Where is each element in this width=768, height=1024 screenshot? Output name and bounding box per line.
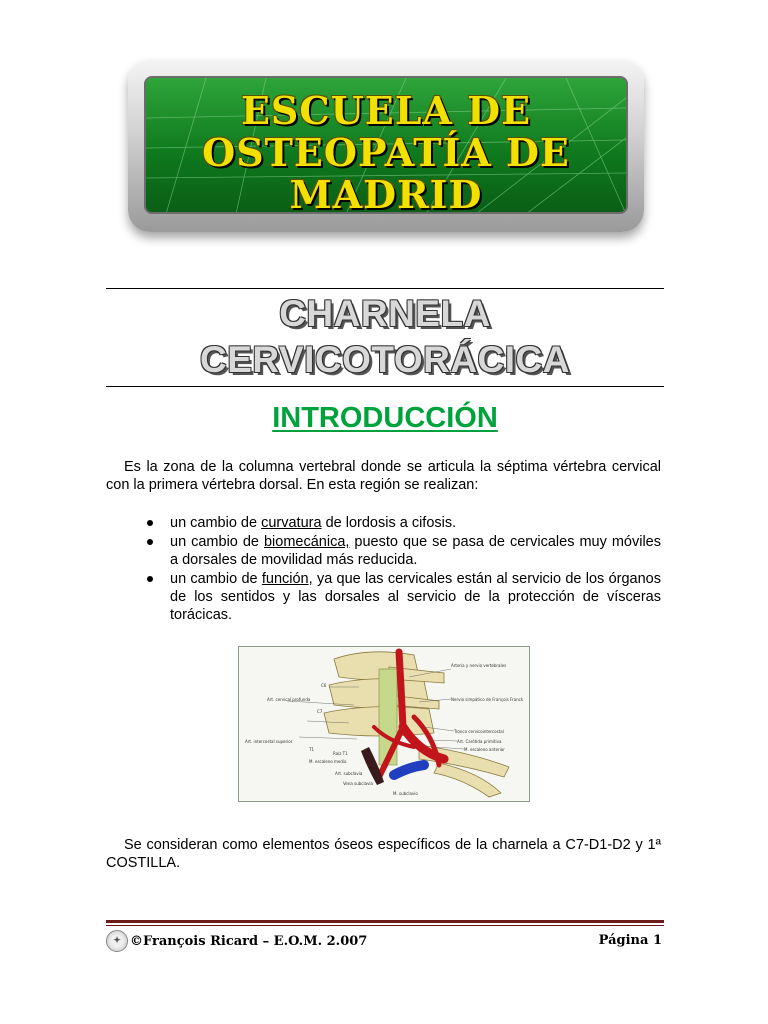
intro-paragraph <box>106 458 661 494</box>
bullet-text: un cambio de <box>170 534 264 550</box>
label-m-subclavio: M. subclavio <box>393 791 418 796</box>
title-top-rule <box>106 288 664 289</box>
anatomy-illustration <box>239 647 529 801</box>
banner-title <box>146 90 626 214</box>
label-raiz: Raíz T1 <box>333 751 348 756</box>
label-c7: C7 <box>317 709 323 714</box>
footer-rule-thin <box>106 925 664 926</box>
bullet-keyword: curvatura <box>261 515 322 531</box>
bullet-icon <box>147 520 153 526</box>
label-vena-subclavia: Vena subclavia <box>343 781 373 786</box>
document-title-line-1: CHARNELA <box>279 293 491 334</box>
banner-line-3: MADRID <box>289 172 483 214</box>
label-m-escaleno-medio: M. escaleno medio <box>309 759 347 764</box>
footer-author-text: ©François Ricard – E.O.M. 2.007 <box>130 933 368 949</box>
bullet-text: de lordosis a cifosis. <box>321 515 457 531</box>
bullet-text: puesto que se pasa de cervicales muy móviles a dorsales de movilidad más reducida. <box>170 534 661 568</box>
label-art-cervical: Art. cervical profunda <box>267 697 311 702</box>
list-item <box>106 514 661 532</box>
label-c6: C6 <box>321 683 327 688</box>
label-art-carotida: Art. Carótida primitiva <box>457 739 502 744</box>
bullet-text: un cambio de <box>170 571 262 587</box>
footer-rule-thick <box>106 920 664 923</box>
bullet-text: un cambio de <box>170 515 262 531</box>
list-item <box>106 533 661 569</box>
bullet-keyword: función, <box>261 571 313 587</box>
bullet-icon <box>147 539 153 545</box>
seal-icon: ✦ <box>106 930 128 952</box>
label-nervio-simpatico: Nervio simpático de François Franck <box>451 697 524 702</box>
title-bottom-rule <box>106 386 664 387</box>
banner-line-1: ESCUELA DE <box>240 88 532 133</box>
label-art-subclavia: Art. subclavia <box>335 771 363 776</box>
label-m-escaleno-anterior: M. escaleno anterior <box>464 747 505 752</box>
conclusion-paragraph <box>106 836 661 872</box>
anatomy-figure <box>238 646 530 802</box>
label-t1: T1 <box>309 747 314 752</box>
banner-line-2: OSTEOPATÍA DE <box>202 130 570 175</box>
bullet-text: ya que las cervicales están al servicio de los órganos de los sentidos y las dorsales al servicio de la protección de vísceras torácicas. <box>170 571 661 623</box>
label-arteria-nervio: Arteria y nervio vertebrales <box>451 663 507 668</box>
bullet-icon <box>147 576 153 582</box>
document-title-line-2: CERVICOTORÁCICA <box>199 339 570 380</box>
page-number: Página 1 <box>598 933 662 948</box>
footer-author <box>106 930 367 952</box>
bullet-keyword: biomecánica, <box>263 534 350 550</box>
section-heading: INTRODUCCIÓN <box>272 402 498 434</box>
school-banner <box>128 60 644 232</box>
label-tronco: Tronco cervicointercostal <box>454 729 504 734</box>
banner-panel <box>144 76 628 214</box>
list-item <box>106 570 661 624</box>
intro-text: Es la zona de la columna vertebral donde se articula la séptima vértebra cervical con la primera vértebra dorsal. En esta región se realizan: <box>106 459 661 493</box>
conclusion-text: Se consideran como elementos óseos específicos de la charnela a C7-D1-D2 y 1ª COSTILLA. <box>106 837 661 871</box>
label-art-intercostal: Art. intercostal superior <box>245 739 293 744</box>
bullet-list <box>106 514 661 625</box>
